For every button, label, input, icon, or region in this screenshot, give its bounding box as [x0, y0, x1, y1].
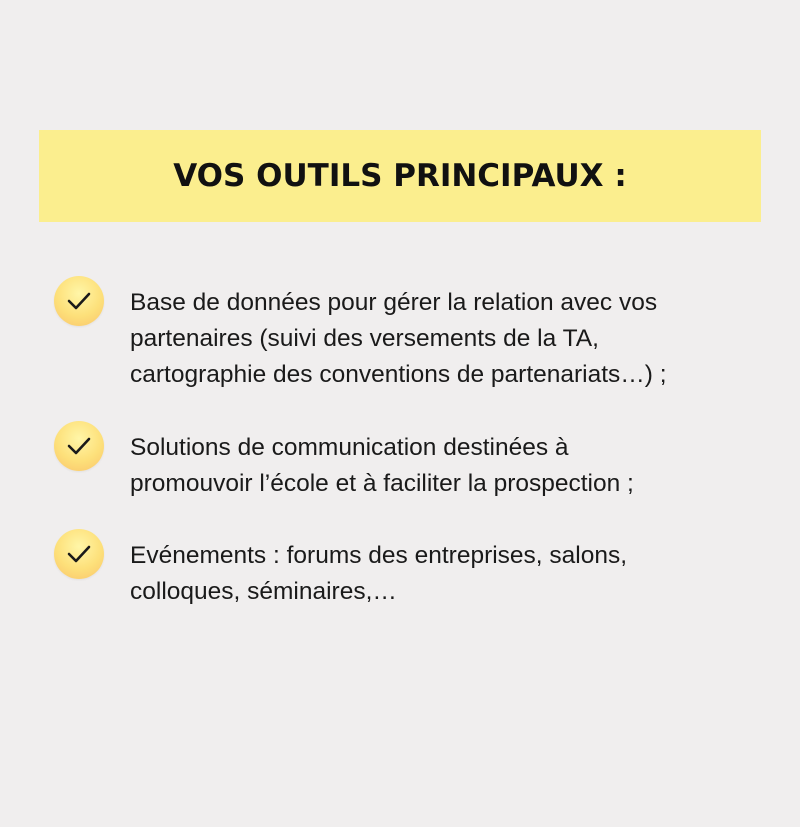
text-line: partenaires (suivi des versements de la TA,: [130, 325, 599, 352]
check-icon: [54, 529, 104, 579]
text-line: cartographie des conventions de partenariats…) ;: [130, 361, 667, 388]
text-line: promouvoir l’école et à faciliter la prospection ;: [130, 470, 634, 497]
check-icon: [54, 421, 104, 471]
text-line: colloques, séminaires,…: [130, 578, 397, 605]
text-line: Solutions de communication destinées à: [130, 434, 569, 461]
list-item-text: [130, 430, 754, 502]
list-item-text: [130, 285, 754, 393]
page-title: VOS OUTILS PRINCIPAUX :: [173, 158, 627, 194]
title-banner: [39, 130, 761, 222]
list-item-text: [130, 538, 754, 610]
text-line: Evénements : forums des entreprises, salons,: [130, 542, 628, 569]
check-icon: [54, 276, 104, 326]
text-line: Base de données pour gérer la relation avec vos: [130, 289, 658, 316]
